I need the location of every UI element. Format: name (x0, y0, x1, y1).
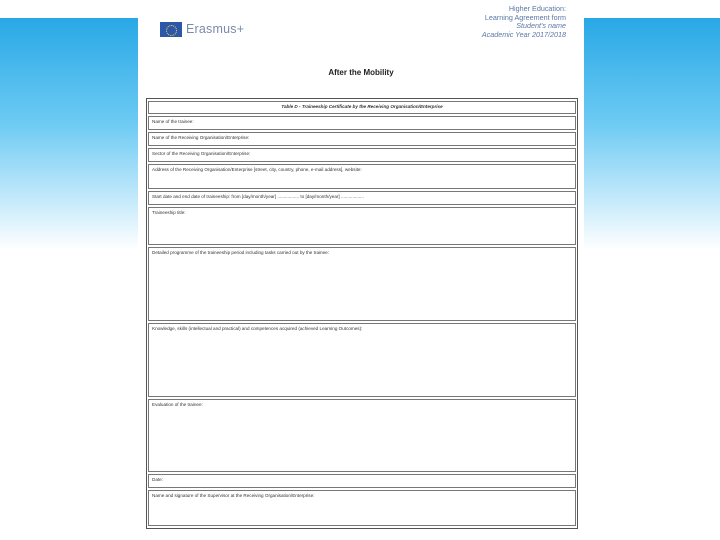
logo-text: Erasmus+ (186, 22, 245, 36)
header-line-2: Learning Agreement form (484, 12, 566, 22)
decorative-band-left (0, 18, 138, 250)
table-heading: Table D - Traineeship Certificate by the Receiving Organisation/Enterprise (148, 101, 576, 114)
page-title: After the Mobility (328, 68, 394, 77)
traineeship-certificate-table (146, 98, 578, 529)
row-trainee-name: Name of the trainee: (148, 116, 576, 130)
row-trainee-evaluation: Evaluation of the trainee: (148, 399, 576, 472)
row-organisation-address: Address of the Receiving Organisation/Enterprise [street, city, country, phone, e-mail address], website: (148, 164, 576, 189)
header-line-4: Academic Year 2017/2018 (481, 29, 566, 39)
document-header (482, 5, 566, 39)
row-supervisor-signature: Name and signature of the Supervisor at the Receiving Organisation/Enterprise: (148, 490, 576, 526)
row-traineeship-title: Traineeship title: (148, 207, 576, 245)
row-date: Date: (148, 474, 576, 488)
decorative-band-right (584, 18, 720, 250)
eu-flag-icon (160, 22, 182, 37)
row-organisation-sector: Sector of the Receiving Organisation/Enterprise: (148, 148, 576, 162)
row-detailed-programme: Detailed programme of the traineeship period including tasks carried out by the trainee: (148, 247, 576, 321)
row-learning-outcomes: Knowledge, skills (intellectual and practical) and competences acquired (achieved Learning Outcomes): (148, 323, 576, 397)
header-line-3: Student's name (516, 21, 566, 31)
header-line-1: Higher Education: (508, 4, 566, 13)
row-traineeship-dates: Start date and end date of traineeship: from [day/month/year] ................. to [day/month/year] .................. (148, 191, 576, 205)
erasmus-logo (160, 21, 244, 37)
row-organisation-name: Name of the Receiving Organisation/Enterprise: (148, 132, 576, 146)
document-page (138, 0, 584, 540)
